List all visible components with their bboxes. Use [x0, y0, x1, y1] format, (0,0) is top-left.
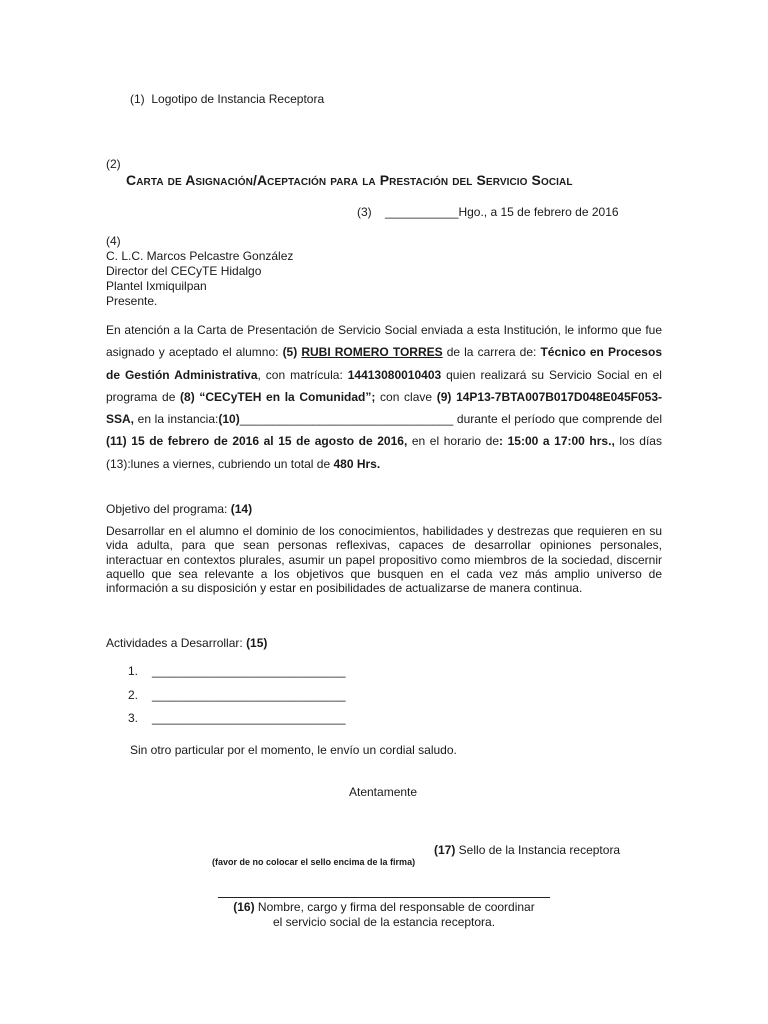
list-item: [128, 660, 346, 684]
list-number: 2.: [128, 687, 139, 702]
body-text: los días: [614, 434, 662, 449]
signature-line: [218, 897, 550, 898]
logo-note-text: Logotipo de Instancia Receptora: [151, 92, 325, 106]
field-number: (11): [106, 434, 127, 449]
schedule-hours: : 15:00 a 17:00 hrs.,: [499, 434, 615, 449]
objective-label: Objetivo del programa:: [106, 502, 231, 516]
field-number: (8): [180, 389, 195, 404]
signature-caption-line1: [218, 900, 550, 915]
program-name: “CECyTEH en la Comunidad”;: [199, 389, 376, 404]
objective-heading: [106, 502, 252, 516]
body-text: de la carrera de:: [442, 345, 541, 360]
field-number: (9): [436, 389, 452, 404]
list-item: [128, 707, 346, 731]
service-period: 15 de febrero de 2016 al 15 de agosto de 2016,: [131, 434, 408, 449]
activity-blank: _____________________________: [152, 711, 346, 725]
student-name: RUBI ROMERO TORRES: [301, 345, 443, 360]
field-number: (15): [246, 636, 268, 650]
recipient-block: [106, 234, 293, 309]
field-number: (1): [130, 92, 145, 106]
body-text: en la instancia:: [134, 412, 219, 427]
activities-heading: [106, 636, 267, 650]
activity-blank: _____________________________: [152, 687, 346, 702]
body-text: con clave: [375, 389, 437, 404]
instancia-blank: ________________________________: [239, 412, 454, 427]
matricula: 14413080010403: [347, 367, 442, 382]
body-text: durante el período que comprende del: [453, 412, 662, 427]
list-number: 3.: [128, 711, 139, 725]
list-number: 1.: [128, 664, 139, 678]
date-text: Hgo., a 15 de febrero de 2016: [458, 205, 619, 219]
recipient-position: Director del CECyTE Hidalgo: [106, 264, 262, 278]
logo-placeholder-note: [130, 92, 324, 106]
atentamente-text: Atentamente: [349, 785, 418, 799]
activities-list: [128, 660, 346, 731]
body-text: en el horario de: [407, 434, 500, 449]
body-text: quien realizará su Servicio Social en el programa de: [106, 367, 662, 404]
signature-block: [218, 900, 550, 930]
document-title: Carta de Asignación/Aceptación para la Prestación del Servicio Social: [126, 172, 573, 188]
field-number: (5): [282, 345, 298, 360]
schedule-days: :lunes a viernes, cubriendo un total de: [127, 456, 334, 471]
field-number: (14): [230, 502, 253, 516]
field-number: (16): [233, 900, 255, 914]
field-number: (13): [106, 456, 128, 471]
activity-blank: _____________________________: [152, 664, 346, 678]
farewell-text: Sin otro particular por el momento, le envío un cordial saludo.: [130, 743, 457, 757]
field-number: (2): [106, 157, 121, 171]
program-key: 14P13-7BTA007B017D048E045F053-SSA,: [106, 389, 662, 427]
field-number: (3): [357, 205, 372, 219]
body-text: , con matrícula:: [257, 367, 348, 382]
recipient-name: C. L.C. Marcos Pelcastre González: [106, 249, 294, 263]
date-blank: ___________: [385, 205, 459, 219]
signature-caption: Nombre, cargo y firma del responsable de coordinar: [254, 900, 535, 914]
date-line: [357, 205, 619, 219]
field-number: (10): [218, 412, 240, 427]
seal-text: Sello de la Instancia receptora: [455, 843, 621, 857]
recipient-closing: Presente.: [106, 294, 158, 308]
activities-label: Actividades a Desarrollar:: [106, 636, 247, 650]
field-number: (17): [434, 843, 456, 857]
total-hours: 480 Hrs.: [333, 456, 381, 471]
seal-label: [434, 843, 620, 857]
signature-caption-line2: el servicio social de la estancia receptora.: [272, 915, 496, 929]
career-name: Técnico en Procesos de Gestión Administrativa: [106, 345, 662, 382]
body-paragraph: [106, 319, 662, 475]
body-text: En atención a la Carta de Presentación de Servicio Social enviada a esta Institución, le informo que fue asignado y aceptado el alumno:: [106, 323, 662, 360]
recipient-campus: Plantel Ixmiquilpan: [106, 279, 207, 293]
objective-text: Desarrollar en el alumno el dominio de los conocimientos, habilidades y destrezas que requieren en su vida adulta, para que sean personas reflexivas, capaces de desarrollar opiniones personales, interactuar en contextos plurales, asumir un papel propositivo como miembros de la sociedad, discernir aquello que sea relevante a los objetivos que busquen en el cada vez más amplio universo de información a su disposición y estar en posibilidades de actualizarse de manera continua.: [106, 524, 662, 596]
list-item: [128, 684, 346, 708]
seal-note: (favor de no colocar el sello encima de la firma): [212, 857, 416, 867]
field-number: (4): [106, 234, 121, 248]
